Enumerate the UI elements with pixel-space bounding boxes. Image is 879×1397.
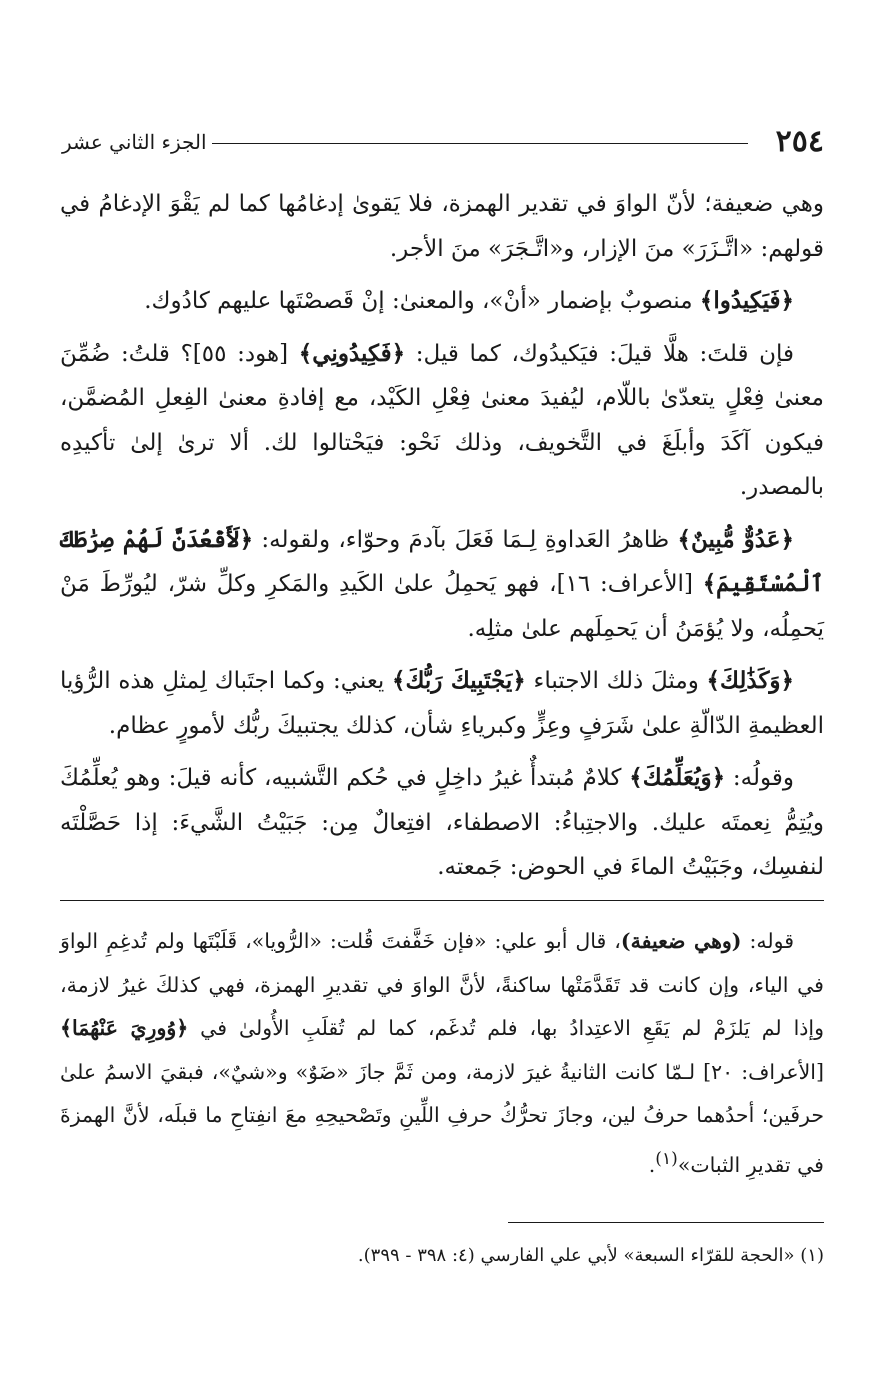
commentary-paragraph [60,920,824,1187]
footnote-reference[interactable]: (١) [655,1148,678,1169]
paragraph-5 [60,659,824,748]
quran-quote: ﴿وُورِيَ عَنْهُمَا﴾ [60,1016,189,1040]
commentary-end: . [648,1152,656,1177]
paragraph-6-text: كلامٌ مُبتدأٌ غيرُ داخِلٍ في حُكم التَّشبيه، كأنه قيلَ: وهو يُعلِّمُكَ ويُتِمُّ نِعمتَه عليك. والاجتِباءُ: الاصطفاء، افتِعالٌ مِن: جَبَيْتُ الشَّيءَ: إذا حَصَّلْتَه لنفسِك، وجَبَيْتُ الماءَ في الحوض: جَمعته. [60,765,824,880]
header-rule [212,143,748,144]
quran-quote: ﴿عَدُوٌّ مُّبِينٌ﴾ [677,525,794,553]
paragraph-1-text: وهي ضعيفة؛ لأنّ الواوَ في تقدير الهمزة، فلا يَقوىٰ إدغامُها كما لم يَقْوَ الإدغامُ في قولهم: «اتَّـزَرَ» منَ الإزار، و«اتَّـجَرَ» منَ الأجر. [60,191,824,262]
commentary-separator [60,900,824,901]
page-number: ٢٥٤ [775,124,824,159]
footnote-1: (١) «الحجة للقرّاء السبعة» لأبي علي الفارسي (٤: ٣٩٨ - ٣٩٩). [357,1245,824,1266]
footnote [60,1238,824,1274]
paragraph-3-text: [هود: ٥٥]؟ قلتُ: ضُمِّنَ معنىٰ فِعْلٍ يتعدّىٰ باللّام، ليُفيدَ معنىٰ فِعْلِ الكَيْد، مع إفادةِ معنىٰ الفِعلِ المُضمَّن، فيكون آكَدَ وأبلَغَ في التَّخويف، وذلك نَحْو: فيَحْتالوا لك. ألا ترىٰ إلىٰ تأكيدِه بالمصدر. [60,340,824,500]
paragraph-4-text: [الأعراف: ١٦]، فهو يَحمِلُ علىٰ الكَيدِ والمَكرِ وكلِّ شرّ، ليُورِّطَ مَنْ يَحمِلُه، ولا يُؤمَنُ أن يَحمِلَهم علىٰ مثلِه. [60,571,824,642]
quran-quote: ﴿فَكِيدُونِي﴾ [298,339,406,367]
commentary-rest: [الأعراف: ٢٠] لـمّا كانت الثانيةُ غيرَ لازمة، ومن ثَمَّ جازَ «ضَوٌ» و«شيٌ»، فبقيَ الاسمُ علىٰ حرفَين؛ أحدُهما حرفُ لين، وجازَ تحرُّكُ حرفِ اللِّينِ وتَصْحيحِهِ معَ انفِتاحِ ما قبلَه، لأنَّ الهمزةَ في تقديرِ الثبات» [60,1059,824,1177]
paragraph-6-start: وقولُه: [725,765,794,791]
commentary-lemma: (وهي ضعيفة) [620,929,742,953]
paragraph-4-mid: ظاهرُ العَداوةِ لِـمَا فَعَلَ بآدمَ وحوّاء، ولقوله: [253,526,678,553]
main-text [60,182,824,898]
paragraph-5-text: يعني: وكما اجتَباك لِمثلِ هذه الرُّؤيا العظيمةِ الدّالّةِ علىٰ شَرَفٍ وعِزٍّ وكبرياءِ شأن، كذلك يجتبيكَ ربُّك لأمورٍ عظام. [60,668,824,739]
paragraph-3 [60,332,824,510]
quran-quote: ﴿فَيَكِيدُوا﴾ [699,287,794,314]
running-title: الجزء الثاني عشر [62,130,207,154]
paragraph-2-text: منصوبٌ بإضمار «أنْ»، والمعنىٰ: إنْ قَصصْتَها عليهم كادُوك. [144,288,700,314]
paragraph-1 [60,182,824,271]
commentary-mid: ، قال أبو علي: «فإن خَفَّفتَ قُلت: «الرُّويا»، قَلَبْتَها ولم تُدغِمِ الواوَ في الياء، وإن كانت قد تَقَدَّمَتْها ساكنةً، لأنَّ الواوَ في تقديرِ الهمزة، فهي كذلكَ غيرُ لازمة، وإذا لم يَلزَمْ لم يَقَعِ الاعتِدادُ بها، فلم تُدغَم، كما لم تُقلَبِ الأُولىٰ في [60,929,824,1040]
quran-quote: ﴿وَيُعَلِّمُكَ﴾ [629,764,726,791]
page-header [62,122,824,162]
quran-quote: ﴿وَكَذَٰلِكَ﴾ [706,667,795,694]
paragraph-4 [60,518,824,652]
quran-quote: ﴿يَجْتَبِيكَ رَبُّكَ﴾ [392,667,526,694]
commentary-text [60,920,824,1187]
paragraph-6 [60,756,824,890]
paragraph-3-start: فإن قلتَ: هلَّا قيلَ: فيَكيدُوك، كما قيل: [405,340,794,367]
paragraph-5-mid: ومثلَ ذلك الاجتباء [525,668,707,694]
commentary-start: قوله: [741,929,794,953]
footnote-separator [508,1222,824,1223]
paragraph-2 [60,279,824,324]
quran-quote: ﴿لَأَقْعُدَنَّ لَهُمْ صِرَٰطَكَ ٱلْمُسْتَقِيمَ﴾ [60,525,824,597]
